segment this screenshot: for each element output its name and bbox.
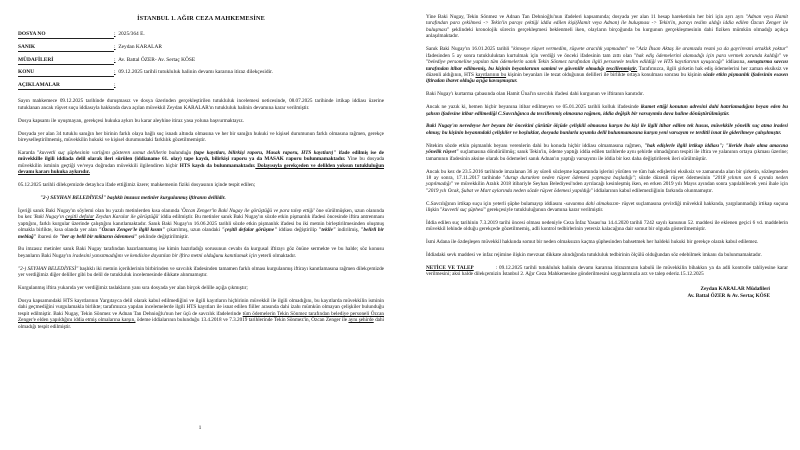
colon: :: [114, 56, 116, 63]
signature-line-2: Av. Battal ÖZER & Av. Sertaç KÖSE: [687, 292, 770, 299]
paragraph: Sayın mahkemece 09.12.2025 tarihinde duruşmasız ve dosya üzerinden gerçekleştirilen tutukluluk incelemesi neticesinde, 08.07.2025 tarihinde irtikap iddiası üzerine tutuklanan ancak rüşvet suçu iddiasıyla hakkında dava açılan müvekkil Zeydan KARALAR'ın tutukluluk halinin devamına karar verilmiştir.: [18, 98, 384, 111]
paragraph: Baki Nugay'ı kurtarma çabasında olan Hamit Ünal'ın savcılık ifadesi dahi kurgunun ve iftiranın kanıtıdır.: [426, 91, 644, 98]
signature-line-1: Zeydan KARALAR Müdafileri: [700, 285, 770, 292]
paragraph: Ancak ne yazık ki, hemen hiçbir beyanına itibar edilmeyen ve 05.01.2025 tarihli kolluk ifadesinde ikamet ettiği konutun adresini dahi hatırlamadığını beyan eden bu şahsın ifadesine itibar edilmediği C.Savcılığınca da tescillenmiş olmasına rağmen, iddia değişik bir varsayımla dava haline dönüştürülmüştür.: [426, 104, 788, 117]
paragraph: İsmi Adana ile özdeşleşen müvekkil hakkında somut bir neden olmaksızın kaçma şüphesinden bahsetmek her haldeki hukuki bir gerekçe olarak kabul edilemez.: [426, 239, 759, 246]
header-value: 2025/364 E.: [118, 31, 145, 38]
paragraph: Kararda "kuvvetli suç şüphesinin varlığını gösteren somut delillerin bulunduğu (tape kayıtları, bilirkişi raporu, Masak raporu, HTS kayıtları)" ifade edilmiş ise de müvekkille ilgili iddiada delil olarak ileri sürülen (iddianame 61. olay) tape kaydı, bilirkişi raporu ya da MASAK raporu bulunmamaktadır. Yine bu dosyada müvekkilin isminin geçtiği ve/veya doğrudan müvekkili ilgilendiren hiçbir HTS kaydı da bulunmamaktadır. Dolayısıyla gerekçeden ve delilden yoksun tutukluluğun devamı kararı hukuka aykırıdır.: [18, 149, 384, 176]
paragraph-quote: "2-) SEYHAN BELEDİYESİ" başlıklı imzasız metinler kurgulanmış iftiranın delilidir.: [40, 194, 226, 201]
signature-block: [426, 286, 788, 300]
colon: :: [114, 81, 116, 88]
paragraph: Bu imzasız metinler sanık Baki Nugay tarafından hazırlanmamış ise kimin hazırladığı sorusunun cevabı da kurgusal iftirayı göz önüne sermekte ve bu halde; söz konusu beyanların Baki Nugay'ın iradesini yansıtmadığını ve kendisine dayatılan bir iftira metni olduğunu kanıtlamak için yeterli olmaktadır.: [18, 246, 384, 259]
header-label: AÇIKLAMALAR: [18, 82, 114, 90]
header-row-subject: [18, 69, 384, 82]
header-row-counsel: [18, 57, 384, 70]
court-title: İSTANBUL 1. AĞIR CEZA MAHKEMESİNE: [137, 15, 265, 22]
document-page-2: [400, 0, 800, 450]
page-1-content: [18, 16, 384, 337]
header-label: KONU: [18, 69, 114, 77]
header-label: SANIK: [18, 44, 114, 52]
paragraph: Baki Nugay'ın neredeyse her beyanı bir öncekini çürütür ölçüde çelişkili olmasına karşın bu kişi ile ilgili itibar edilen tek husus, müvekkile yönelik suç atma iradesi olmuş; bu kişinin beyanındaki çelişkiler ve boşluklar, dosyada bunlarla uyumlu delil bulunmamasına karşın yeni varsayım ve terditli isnat ile giderilmeye çalışılmıştır.: [426, 123, 788, 136]
paragraph: Dosya kapsamı ile uyuşmayan, gerekçesi hukuka aykırı bu karar aleyhine itiraz yasa yoluna başvurmaktayız.: [18, 117, 245, 124]
header-value: 09.12.2025 tarihli tutukluluk halinin devamı kararına itiraz dilekçesidir.: [118, 69, 273, 76]
paragraph: Dosya kapsamındaki HTS kayıtlarının Yargıtayca delil olarak kabul edilmediğini ve ilgili kayıtların hiçbirinin müvekkil ile ilgili olmadığını, bu kayıtlarda müvekkilin isminin dahi geçmediğini vurgulamakla birlikte; tarafımızca yapılan incelemelerde ilgili HTS kayıtları ile isnat edilen fiiller arasında dahi izahı mümkün olmayan çelişkiler bulunduğu tespit edilmiştir. Baki Nugay, Tekin Sönmez ve Adnan Tan Dehnioğlu'nun her üçü de savcılık ifadelerinde tüm ödemelerin Tekin Sönmez tarafından belediye personeli Özcan Zenger'e elden yapıldığını iddia etmiş olmalarına karşın, ödeme iddialarının bulunduğu 13.4.2018 ve 7.3.2019 tarihlerinde Tekin Sönmez'in, Özcan Zenger ile aynı şehirde dahi olmadığı tespit edilmiştir.: [18, 297, 385, 330]
paragraph: İddiadaki sevk maddesi ve infaz rejimine ilişkin mevzuat dikkate alındığında tutukluluk tedbirinin ölçülü olduğundan söz edebilmek imkanı da bulunmamaktadır.: [426, 252, 762, 259]
header-value: Av. Battal ÖZER- Av. Sertaç KÖSE: [118, 56, 196, 63]
paragraph: Dosyada yer alan 34 tutuklu sanığın her birinin farklı olaya bağlı suç isnadı altında olmasına ve her bir sanığın hukuki ve kişisel durumunun farklı olmasına rağmen, gerekçe bireyselleştirilmemiş, müvekkilin hukuki ve kişisel durumundaki farklılık gözetilmemiştir.: [18, 130, 384, 144]
paragraph: Ancak bu kez de 23.5.2016 tarihinde imzalanan 36 ay süreli sözleşme kapsamında işlerini yürüten ve tüm hak edişlerini eksiksiz ve zamanında alan bir şirketin, sözleşmeden 18 ay sonra, 17.11.2017 tarihinde "durup dururken neden rüşvet ödemesi yapmaya başladığı"; sözde düzenli rüşvet ödemesinin "2018 yılının son 6 ayında neden yapılmadığı" ve müvekkilin Aralık 2018 itibariyle Seyhan Belediyesi'nden ayrılacağı kesinleşmiş iken, en erken 2019 yılı Mayıs ayından sonra yapılabilecek yeni ihale için "2019 yılı Ocak, Şubat ve Mart aylarında neden sözde rüşvet ödemesi yapıldığı" iddialarının kabul edilemezliğinin farkında olunmamıştır.: [426, 168, 788, 194]
header-value: Zeydan KARALAR: [118, 44, 162, 51]
header-row-file-no: [18, 31, 384, 44]
paragraph: Sanık Baki Nugay'ın 16.01.2025 tarihli "kimseye rüşvet vermedim, rüşvete aracılık yapmadım" ve "Aziz İhsan Aktaş ile aramızda resmi ya da gayriresmi ortaklık yoktur" ifadesinden 5 ay sonra tutukluluktan kurtulmak için verdiği ve önceki ifadesinin tam zıttı olan "hak ediş ödemelerini alamadığı için para vermek zorunda kaldığı" ve "belediye personeline yapılan tüm ödemelerin sanık Tekin Sönmez tarafından ilgili personele teslim edildiği ve HTS kayıtlarının uyuşacağı" iddiasına, soruşturma savcısı tarafından itibar edilmemiş, bu kişinin beyanlarının samimi ve güvenilir olmadığı tescillenmiştir. Tarafımızca, ilgili şirketin hak ediş ödemelerini her zaman eksiksiz ve düzenli aldığının, HTS kayıtlarının bu kişinin beyanları ile tezat olduğunun delilleri ile birlikte ortaya konulması sonrası bu kişinin sözde etkin pişmanlık ifadesinin esasen iftiradan ibaret olduğu açığa kavuşmuştur.: [426, 46, 789, 85]
header-row-explanations: [18, 82, 384, 95]
paragraph: Nitekim sözde etkin pişmanlık beyanı verenlerin dahi bu konuda hiçbir iddiası olmamasına rağmen, "hak edişlerle ilgili irtikap iddiası"; "ileride ihale alma amacına yönelik rüşvet" suçlamasına döndürülmüş; sanık Tekin'in, ödeme yaptığı iddia edilen tarihlerde aynı şehirde olmadığının tespiti ile iftira ve yalanının ortaya çıkması üzerine; tamamının ifadesinin aksine olarak bu ödemeleri sanık Adnan'ın yaptığı varsayımı ile iddia bir kez daha değiştirilerek ileri sürülmüştür.: [426, 142, 788, 162]
header-label: DOSYA NO: [18, 31, 114, 39]
conclusion-label: NETİCE VE TALEP: [426, 264, 474, 271]
paragraph: Kurgulanmış iftira yukarıda yer verdiğimiz taslakların yanı sıra dosyada yer alan birçok delille açığa çıkmıştır;: [18, 285, 248, 291]
header-label: MÜDAFİLERİ: [18, 57, 114, 65]
paragraph: Yine Baki Nugay, Tekin Sönmez ve Adnan Tan Dehnioğlu'nun ifadeleri kapsamında; dosyada yer alan 11 hesap hareketinin her biri için ayrı ayrı "Adnan veya Hamit tarafından para çekilmesi -> Tekin'in parayı çektiği iddia edilen kişi(Hamit veya Adnan) ile buluşması -> Tekin'in, parayı teslim aldığı iddia edilen Özcan Zenger ile buluşması" şeklindeki kronolojik sürecin gerçekleşmesi beklenmeli iken, olayların birçoğunda bu kurgunun gerçekleşmesinin dahi fiziken mümkün olmadığı açıkça anlaşılmaktadır.: [426, 14, 788, 40]
conclusion-paragraph: NETİCE VE TALEP : 09.12.2025 tarihli tutukluluk halinin devamı kararına itirazımızın kabulü ile müvekkilin bihakkın ya da adli kontrolle tahliyesine karar verilmesini; aksi halde dilekçemizin İstanbul 2. Ağır Ceza Mahkemesine gönderilmesini saygılarımızla arz ve talep ederiz.15.12.2025: [426, 264, 788, 278]
paragraph: 05.12.2025 tarihli dilekçemizde detaylıca ifade ettiğimiz üzere; mahkemenin fiziki dosyasının içinde tespit edilen;: [18, 182, 256, 189]
paragraph: İddia edilen suç tarihinin 7.3.2019 tarihi öncesi olması nedeniyle Ceza İnfaz Yasası'na 14.4.2020 tarihli 7242 sayılı kanunun 52. maddesi ile eklenen geçici 6 vd. maddelerin müvekkil lehinde olduğu gerekçede gözetilmemiş, adli kontrol tedbirlerinin yetersiz kalacağına dair somut bir olguda gösterilmemiştir.: [426, 220, 788, 233]
colon: :: [114, 69, 116, 76]
paragraph: C.Savcılığının irtikap suçu için yeterli şüphe bulamayıp iddiasını -savunma dahi almaksızın- rüşvet suçlamasına çevirdiği müvekkil hakkında, yargılanmadığı irtikap suçuna ilişkin "kuvvetli suç şüphesi" gerekçesiyle tutukluluğunun devamına karar verilmiştir.: [426, 200, 788, 214]
paragraph: İçeriği sanık Baki Nugay'ın söylemi olan bu yazılı metinlerden kısa olanında 'Özcan Zenger'in Baki Nugay ile görüştüğü ve para talep ettiği' öne sürülmüşken, uzun olanında bu kez 'Baki Nugay'ın çeşitli defalar Zeydan Karalar ile görüştüğü' iddia edilmiştir. Bu metinler sanık Baki Nugay'ın sözde etkin pişmanlık ifadesi öncesinde iftira antrenmanı yaptığını, farklı kurgular üzerinde çalıştığını kanıtlamaktadır. Sanık Baki Nugay'ın 16.06.2025 tarihli sözde etkin pişmanlık ifadesi bu iki metnin birleştirilmesinden oluşmuş olmakla birlikte, kısa olanda yer alan "Özcan Zenger'le ilgili kısım" çıkarılmış, uzun olandaki "çeşitli defalar görüşme" iddiası değiştirilip "tekile" indirilmiş, "belirli bir meblağ" ibaresi de "her ay belli bir miktarın ödenmesi" şeklinde değiştirilmiştir.: [18, 207, 384, 240]
colon: :: [114, 31, 116, 38]
page-number: 1: [198, 425, 202, 431]
page-2-content: [426, 14, 788, 300]
header-row-defendant: [18, 44, 384, 57]
paragraph: "2-) SEYHAN BELEDİYESİ" başlıklı iki metnin içeriklerinin birbirinden ve savcılık ifadesinden tamamen farklı olması kurgulanmış iftirayı kanıtlamasına rağmen dilekçemizde yer verdiğimiz diğer deliller gibi bu delil de tutukluluk incelemesinde dikkate alınmamıştır.: [18, 265, 384, 279]
colon: :: [114, 44, 116, 51]
